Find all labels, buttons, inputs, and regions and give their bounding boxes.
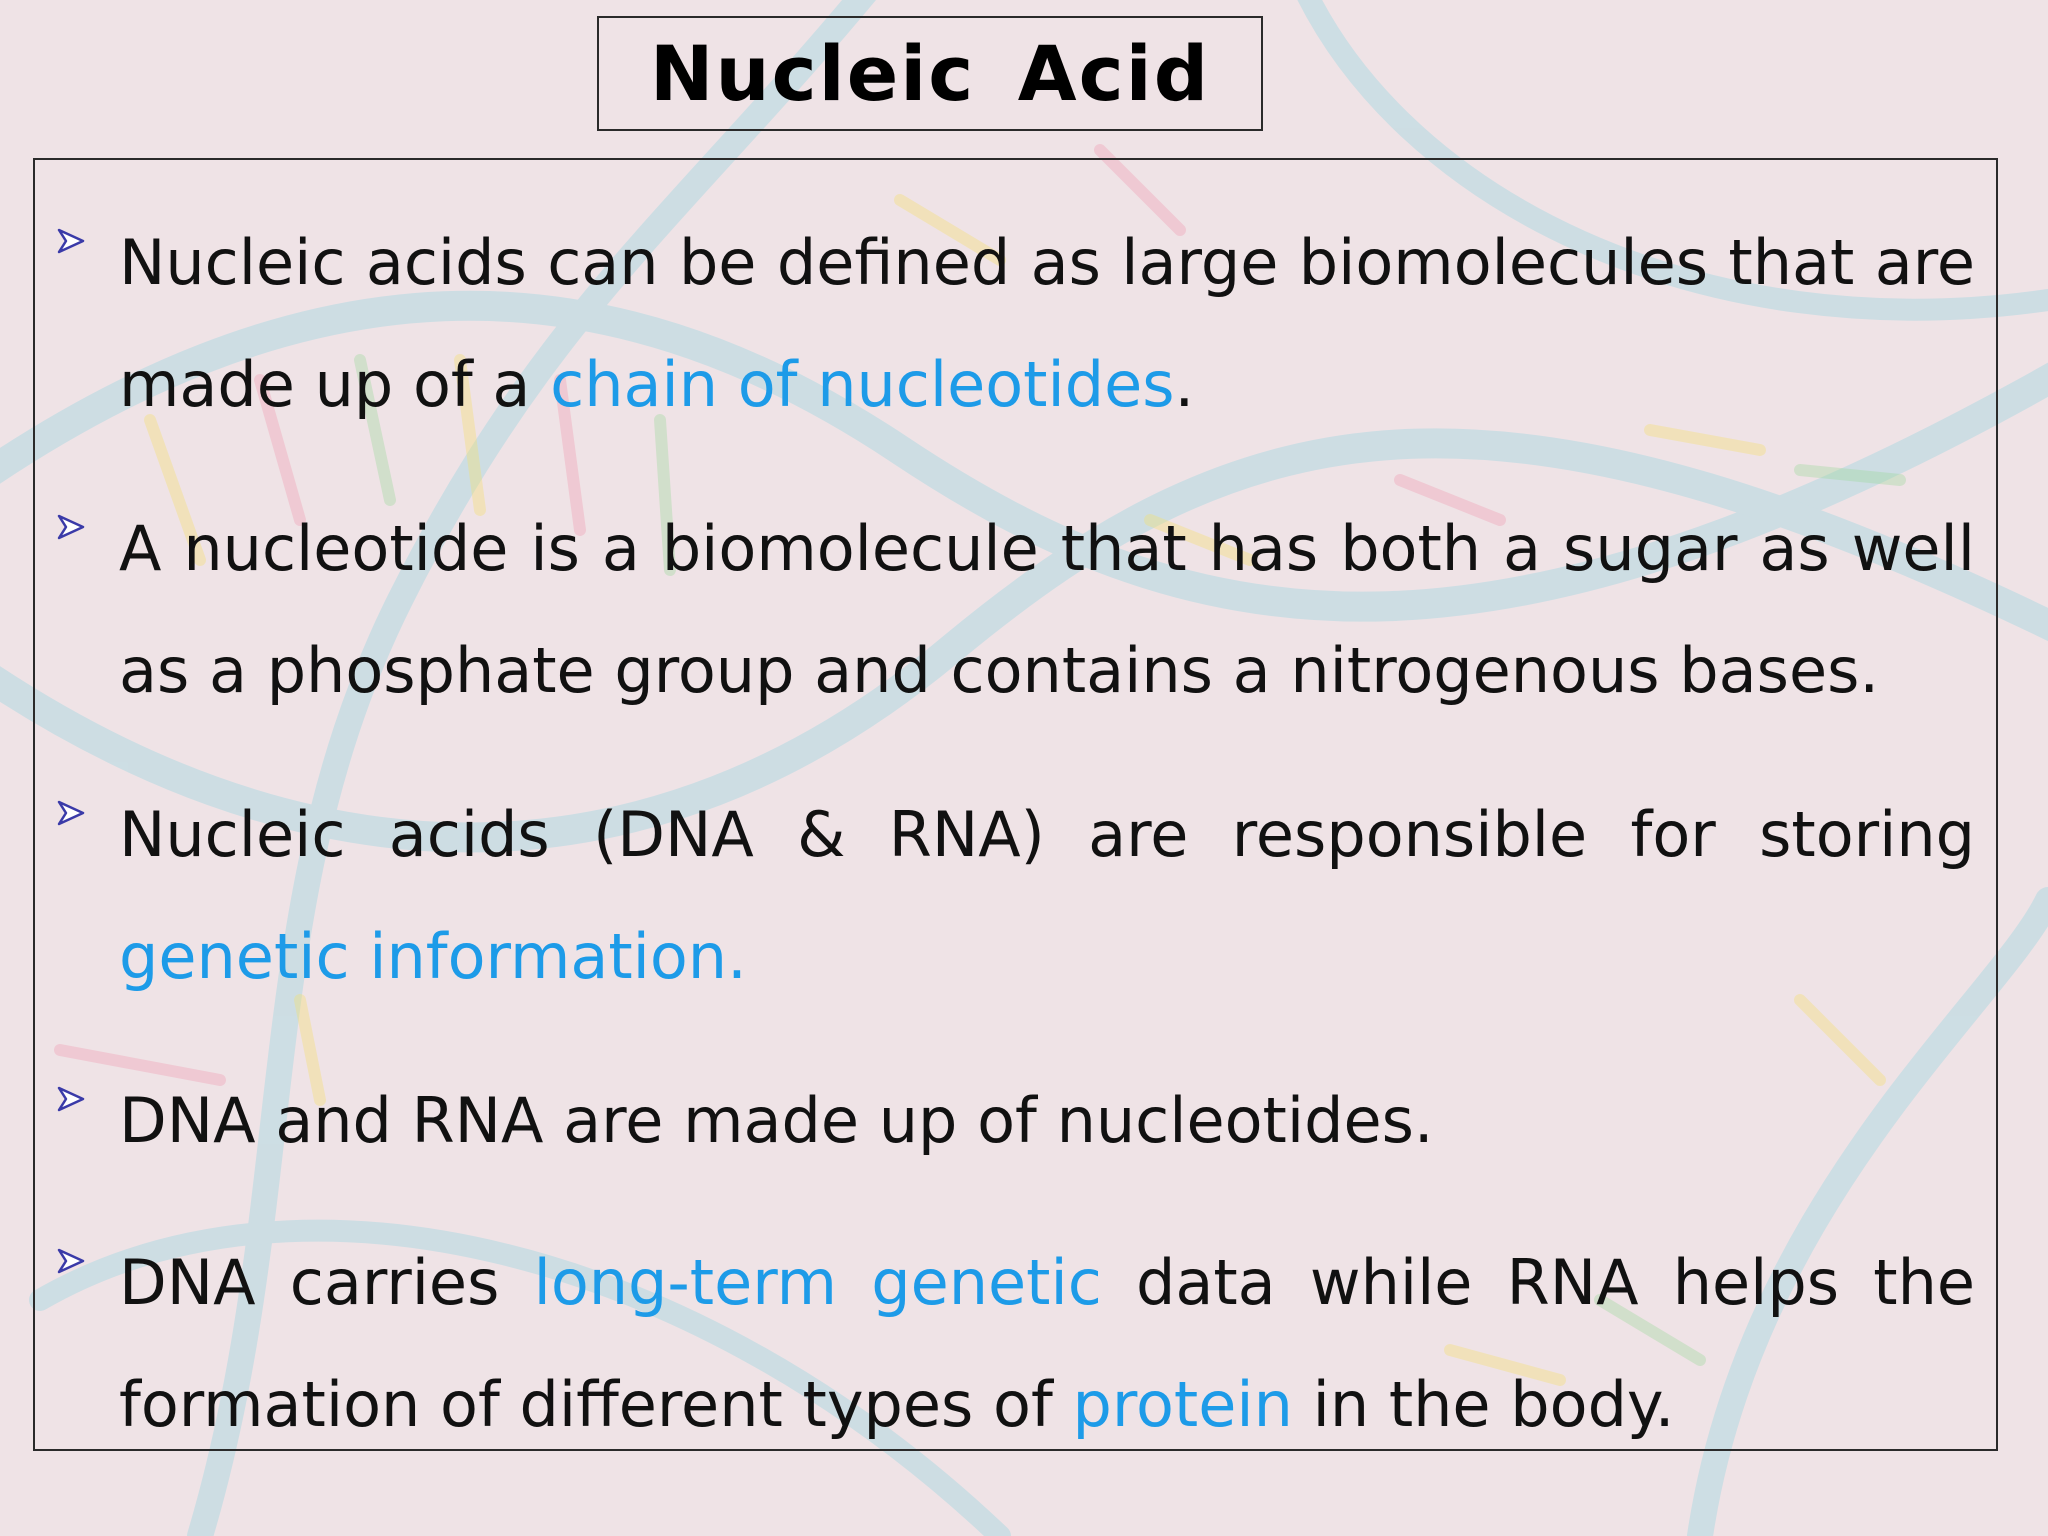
text-segment: data while RNA helps the formation of different types of [119, 1246, 1976, 1441]
content-box [33, 158, 1998, 1451]
arrow-bullet-icon [57, 1084, 87, 1114]
highlighted-term: protein [1072, 1368, 1293, 1441]
text-segment: . [1174, 348, 1195, 421]
highlighted-term: long-term genetic [533, 1246, 1102, 1319]
text-segment: in the body. [1292, 1368, 1675, 1441]
text-segment: DNA and RNA are made up of nucleotides. [119, 1084, 1434, 1157]
slide-title: Nucleic Acid [649, 29, 1211, 118]
bullet-text [119, 774, 1975, 1018]
text-segment: Nucleic acids (DNA & RNA) are responsible for storing [119, 798, 1975, 871]
arrow-bullet-icon [57, 1246, 87, 1276]
bullet-text [119, 1060, 1975, 1182]
text-segment: Nucleic acids can be defined as large biomolecules that are made up of a [119, 226, 1975, 421]
bullet-text [119, 1222, 1975, 1466]
arrow-bullet-icon [57, 226, 87, 256]
arrow-bullet-icon [57, 798, 87, 828]
text-segment: DNA carries [119, 1246, 534, 1319]
arrow-bullet-icon [57, 512, 87, 542]
text-segment: A nucleotide is a biomolecule that has both a sugar as well as a phosphate group and contains a nitrogenous bases. [119, 512, 1975, 707]
highlighted-term: genetic information. [119, 920, 747, 993]
title-box [597, 16, 1263, 131]
highlighted-term: chain of nucleotides [550, 348, 1175, 421]
bullet-text [119, 488, 1975, 732]
bullet-text [119, 202, 1975, 446]
